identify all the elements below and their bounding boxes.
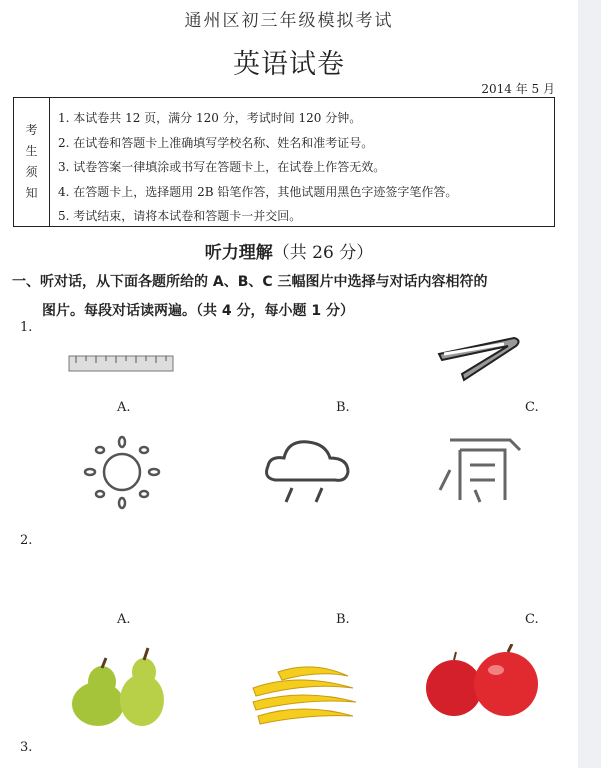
notice-label-char: 生 [25,144,38,158]
section-points: （共 26 分） [272,243,374,263]
snow-symbol-image [420,430,546,510]
exam-title: 英语试卷 [233,49,345,80]
sun-image [72,428,172,516]
notice-list [50,98,457,226]
instruction [12,268,488,326]
question-number: 1. [20,320,33,335]
option-b-label: B. [336,612,350,627]
rain-cloud-image [260,430,356,516]
notice-label [14,98,50,226]
instruction-line: 一、听对话，从下面各题所给的 A、B、C 三幅图片中选择与对话内容相符的 [12,274,488,290]
notice-item: 5. 考试结束，请将本试卷和答题卡一并交回。 [58,209,302,223]
notice-item: 3. 试卷答案一律填涂或书写在答题卡上，在试卷上作答无效。 [58,160,386,174]
option-c-label: C. [525,612,539,627]
option-c-label: C. [525,400,539,415]
option-b-label: B. [336,400,350,415]
question-number: 2. [20,533,33,548]
exam-date: 2014 年 5 月 [481,82,555,96]
question-number: 3. [20,740,33,755]
option-a-label: A. [117,612,131,627]
notice-label-char: 知 [25,186,38,200]
exam-subtitle: 通州区初三年级模拟考试 [184,11,394,31]
notice-label-char: 考 [25,123,38,137]
apples-image [424,644,542,722]
section-heading [0,238,578,263]
stapler-image [434,332,524,392]
notice-box [13,97,555,227]
notice-item: 2. 在试卷和答题卡上准确填写学校名称、姓名和准考证号。 [58,135,374,150]
instruction-line: 图片。每段对话读两遍。（共 4 分，每小题 1 分） [42,303,354,319]
notice-label-char: 须 [25,165,38,179]
section-title: 听力理解 [204,243,273,263]
pears-image [66,644,172,730]
scrollbar-track[interactable] [578,0,601,768]
notice-item: 1. 本试卷共 12 页，满分 120 分，考试时间 120 分钟。 [58,111,362,125]
ruler-image [68,354,174,374]
bananas-image [248,652,362,730]
notice-item: 4. 在答题卡上，选择题用 2B 铅笔作答，其他试题用黑色字迹签字笔作答。 [58,184,458,199]
option-a-label: A. [117,400,131,415]
